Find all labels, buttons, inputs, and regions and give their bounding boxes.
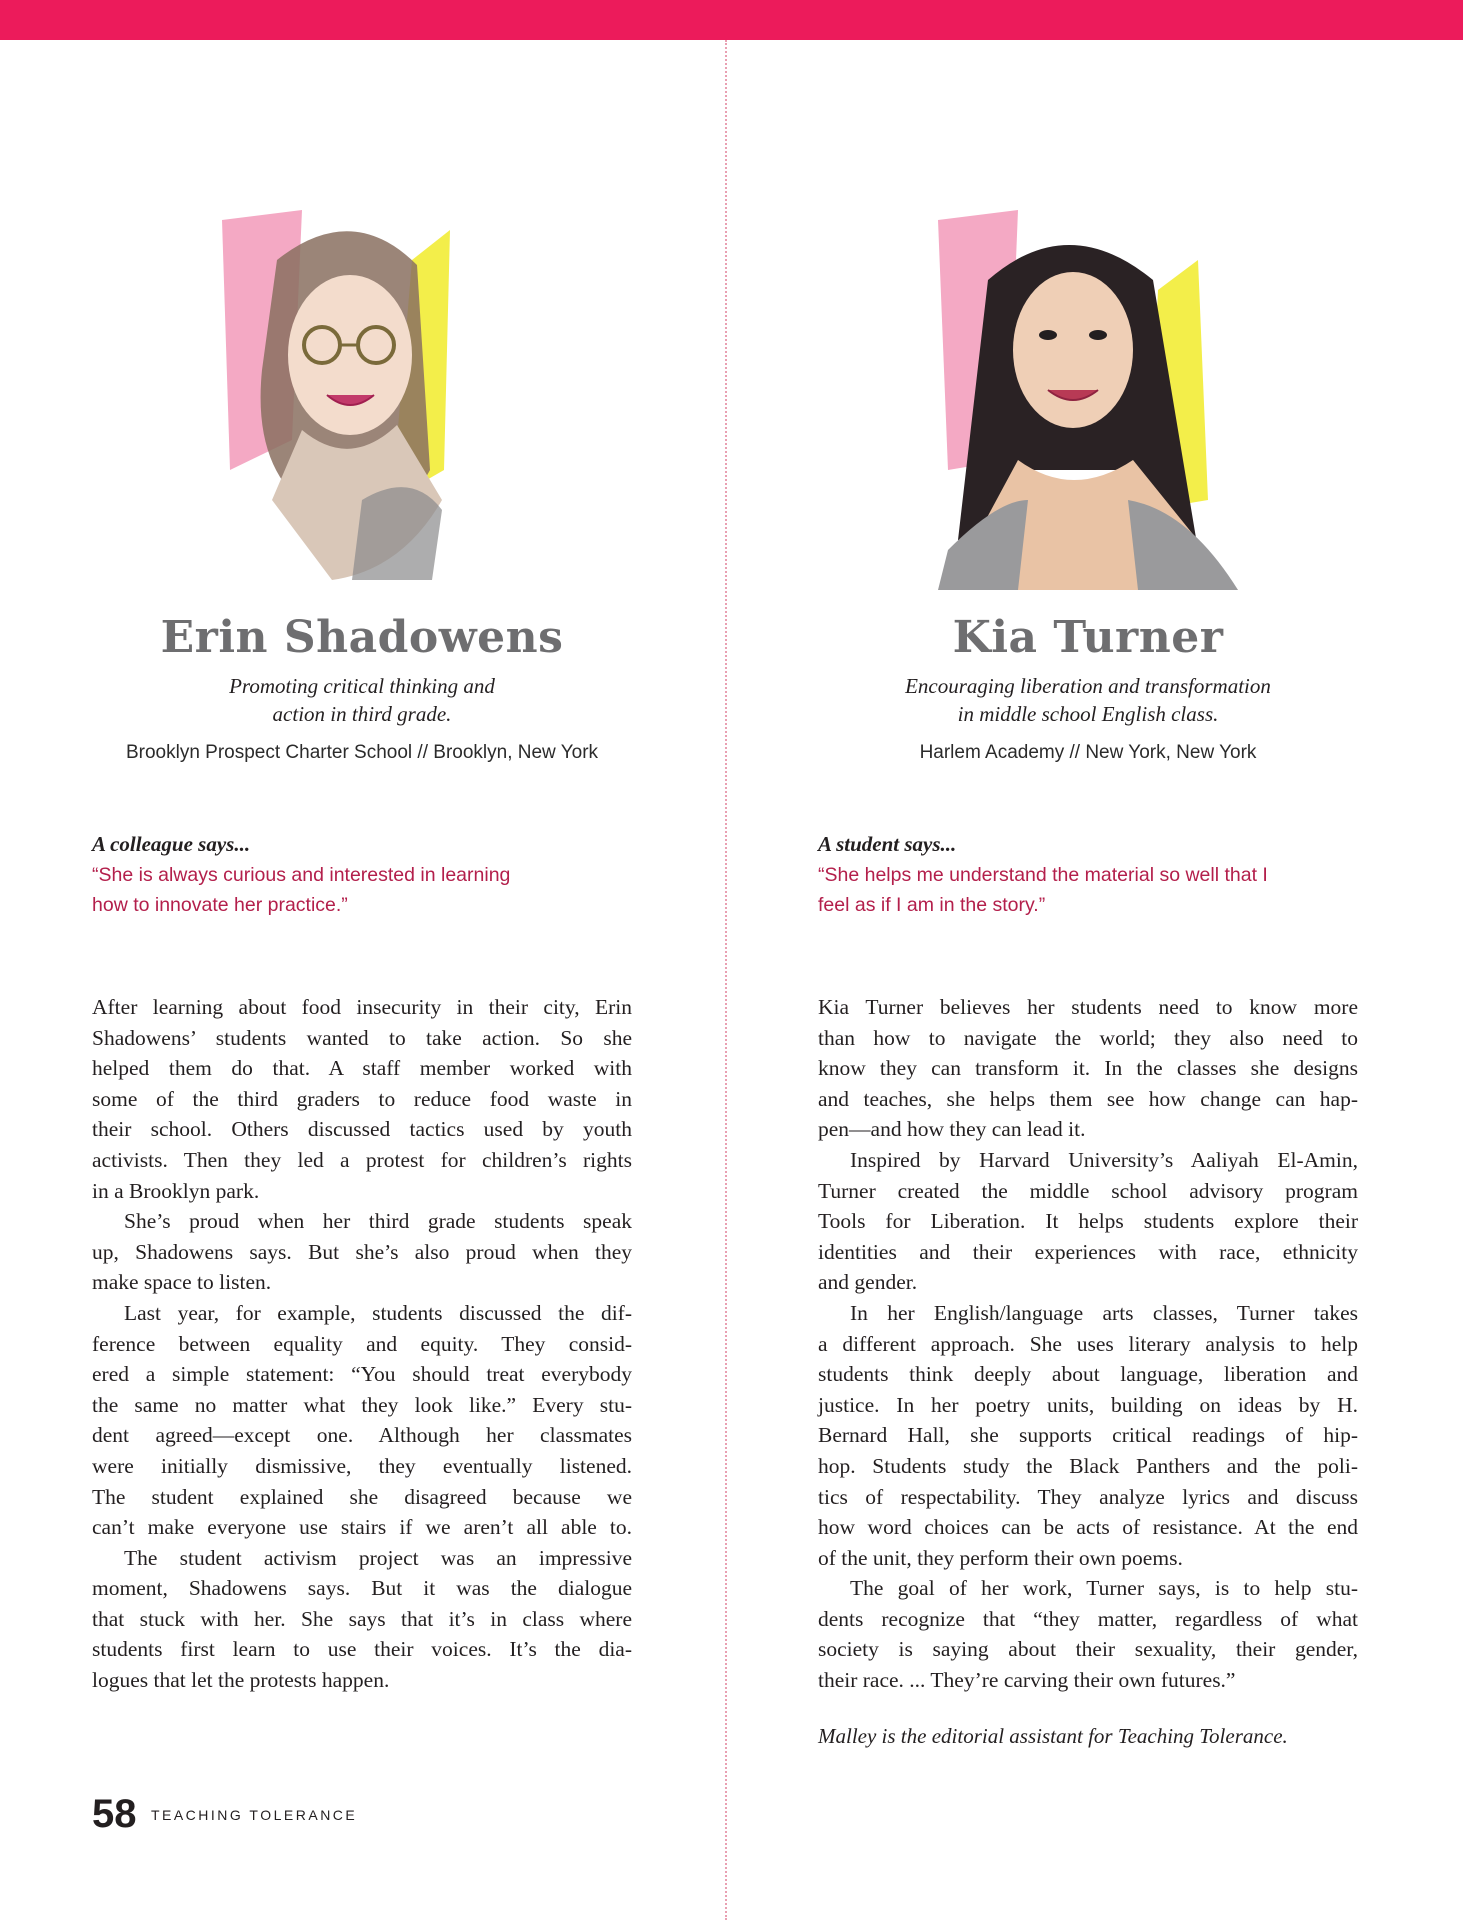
pull-quote: “She is always curious and interested in learning how to innovate her practice.”	[92, 864, 511, 916]
paragraph: The student activism project was an impressive moment, Shadowens says. But it was the dialogue that stuck with her. She says that it’s in class where students first learn to use their voices. It’s the dia- logues that let the protests happen.	[92, 1545, 632, 1693]
top-accent-bar	[0, 0, 1463, 40]
page-footer	[92, 1792, 357, 1837]
profile-tagline: Encouraging liberation and transformation in middle school English class.	[905, 674, 1271, 726]
article-body	[92, 992, 632, 1696]
paragraph: Inspired by Harvard University’s Aaliyah El-Amin, Turner created the middle school advisory program Tools for Liberation. It helps students explore their identities and their experiences with race, ethnicity and gender.	[818, 1147, 1358, 1295]
paragraph: In her English/language arts classes, Turner takes a different approach. She uses literary analysis to help students think deeply about language, liberation and justice. In her poetry units, building on ideas by H. Bernard Hall, she supports critical readings of hip- hop. Students study the Black Panthers and the poli- tics of respectability. They analyze lyrics and discuss how word choices can be acts of resistance. At the end of the unit, they perform their own poems.	[818, 1300, 1358, 1570]
pull-quote: “She helps me understand the material so well that I feel as if I am in the story.”	[818, 864, 1268, 916]
profile-tagline: Promoting critical thinking and action in third grade.	[229, 674, 495, 726]
says-label: A colleague says...	[92, 832, 251, 856]
author-byline: Malley is the editorial assistant for Teaching Tolerance.	[818, 1724, 1288, 1748]
paragraph: Kia Turner believes her students need to know more than how to navigate the world; they also need to know they can transform it. In the classes she designs and teaches, she helps them see how change can hap- pen—and how they can lead it.	[818, 995, 1358, 1142]
column-divider	[725, 40, 727, 1920]
profile-name: Kia Turner	[952, 612, 1224, 663]
portrait-illustration-kia	[908, 170, 1268, 600]
school-location: Brooklyn Prospect Charter School // Brooklyn, New York	[125, 742, 599, 763]
paragraph: After learning about food insecurity in their city, Erin Shadowens’ students wanted to take action. So she helped them do that. A staff member worked with some of the third graders to reduce food waste in their school. Others discussed tactics used by youth activists. Then they led a protest for children’s rights in a Brooklyn park.	[92, 995, 632, 1203]
profile-name: Erin Shadowens	[160, 612, 564, 663]
says-label: A student says...	[818, 832, 957, 856]
publication-name: TEACHING TOLERANCE	[150, 1806, 358, 1823]
page-number: 58	[92, 1792, 137, 1836]
portrait-illustration-erin	[182, 170, 542, 600]
paragraph: The goal of her work, Turner says, is to help stu- dents recognize that “they matter, regardless of what society is saying about their sexuality, their gender, their race. ... They’re carving their own futures.”	[818, 1576, 1358, 1693]
school-location: Harlem Academy // New York, New York	[919, 742, 1257, 763]
paragraph: She’s proud when her third grade students speak up, Shadowens says. But she’s also proud when they make space to listen.	[92, 1209, 632, 1295]
article-body	[818, 992, 1358, 1696]
paragraph: Last year, for example, students discussed the dif- ference between equality and equity. They consid- ered a simple statement: “You should treat everybody the same no matter what they look like.” Every stu- dent agreed—except one. Although her classmates were initially dismissive, they eventually listened. The student explained she disagreed because we can’t make everyone use stairs if we aren’t all able to.	[92, 1300, 632, 1540]
